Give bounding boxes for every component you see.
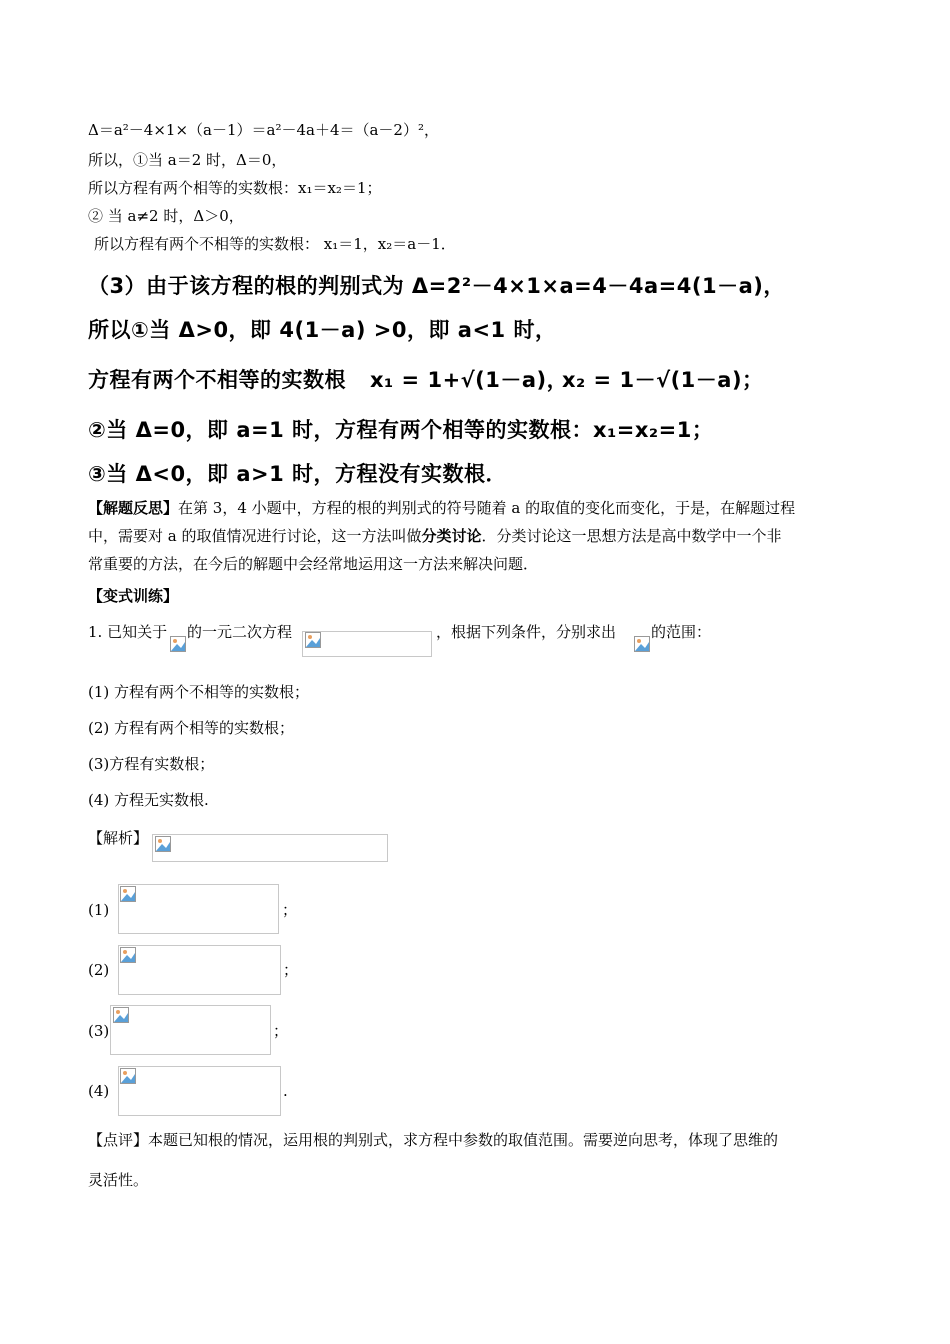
- solution3-line1: （3）由于该方程的根的判别式为 Δ=2²－4×1×a=4－4a=4(1－a)，: [88, 274, 785, 298]
- broken-image-icon: [305, 632, 321, 648]
- answer-end-3: ；: [273, 1022, 289, 1040]
- answer-image-frame-4: [118, 1066, 281, 1116]
- analysis-label: 【解析】: [88, 829, 149, 847]
- analysis-image-frame: [152, 834, 388, 862]
- comment-line2: 灵活性。: [88, 1171, 149, 1189]
- reflection-line3: 常重要的方法，在今后的解题中会经常地运用这一方法来解决问题．: [88, 555, 539, 573]
- reflection-line2: [88, 522, 782, 550]
- answer-label-3: (3): [88, 1022, 110, 1040]
- solution2-line5: 所以方程有两个不相等的实数根： x₁＝1，x₂＝a－1．: [94, 235, 456, 253]
- solution3-line5: ③当 Δ<0，即 a>1 时，方程没有实数根．: [88, 462, 508, 486]
- broken-image-icon: [120, 947, 136, 963]
- answer-label-4: (4): [88, 1082, 110, 1100]
- condition-item-1: (1) 方程有两个不相等的实数根；: [88, 683, 310, 701]
- reflection-text2a: 中，需要对 a 的取值情况进行讨论，这一方法叫做: [88, 527, 422, 545]
- condition-item-4: (4) 方程无实数根.: [88, 791, 209, 809]
- broken-image-icon: [113, 1007, 129, 1023]
- reflection-text1: 在第 3，4 小题中，方程的根的判别式的符号随着 a 的取值的变化而变化，于是，在解题过程: [178, 499, 796, 517]
- reflection-text2b: ．分类讨论这一思想方法是高中数学中一个非: [481, 527, 782, 545]
- condition-item-3: (3)方程有实数根；: [88, 755, 215, 773]
- solution3-line3a: 方程有两个不相等的实数根: [88, 368, 346, 392]
- practice-heading: 【变式训练】: [88, 587, 179, 605]
- answer-end-1: ；: [282, 901, 298, 919]
- solution2-line4: ② 当 a≠2 时，Δ＞0，: [88, 207, 244, 225]
- solution2-line3: 所以方程有两个相等的实数根：x₁＝x₂＝1；: [88, 179, 382, 197]
- question1-part-b: 的一元二次方程: [187, 623, 293, 641]
- question1-part-d: 的范围：: [651, 623, 712, 641]
- answer-image-frame-3: [110, 1005, 271, 1055]
- solution3-root1: x₁ = 1+√(1－a)，: [370, 368, 569, 392]
- condition-item-2: (2) 方程有两个相等的实数根；: [88, 719, 295, 737]
- answer-image-frame-1: [118, 884, 279, 934]
- broken-image-icon: [155, 836, 171, 852]
- question1-part-c: ，根据下列条件，分别求出: [436, 623, 617, 641]
- comment-line1: 【点评】本题已知根的情况，运用根的判别式，求方程中参数的取值范围。需要逆向思考，体现了思维的: [88, 1131, 779, 1149]
- reflection-line1: [88, 494, 795, 522]
- solution3-line2: 所以①当 Δ>0，即 4(1－a) >0，即 a<1 时，: [88, 318, 557, 342]
- broken-image-icon: [170, 636, 186, 652]
- answer-end-4: .: [283, 1082, 288, 1100]
- solution2-line2: 所以，①当 a＝2 时，Δ＝0，: [88, 151, 287, 169]
- answer-label-1: (1): [88, 901, 110, 919]
- answer-end-2: ；: [283, 961, 299, 979]
- reflection-label: 【解题反思】: [88, 499, 179, 517]
- reflection-bold-term: 分类讨论: [421, 527, 482, 545]
- solution2-line1: Δ＝a²－4×1×（a－1）＝a²－4a＋4＝（a－2）²，: [88, 121, 439, 139]
- answer-image-frame-2: [118, 945, 281, 995]
- question1-part-a: 1. 已知关于: [88, 623, 168, 641]
- broken-image-icon: [634, 636, 650, 652]
- broken-image-icon: [120, 1068, 136, 1084]
- broken-image-icon: [120, 886, 136, 902]
- answer-label-2: (2): [88, 961, 110, 979]
- solution3-line4: ②当 Δ=0，即 a=1 时，方程有两个相等的实数根：x₁=x₂=1；: [88, 418, 714, 442]
- equation-image-frame: [302, 631, 432, 657]
- solution3-root2: x₂ = 1－√(1－a)；: [562, 368, 764, 392]
